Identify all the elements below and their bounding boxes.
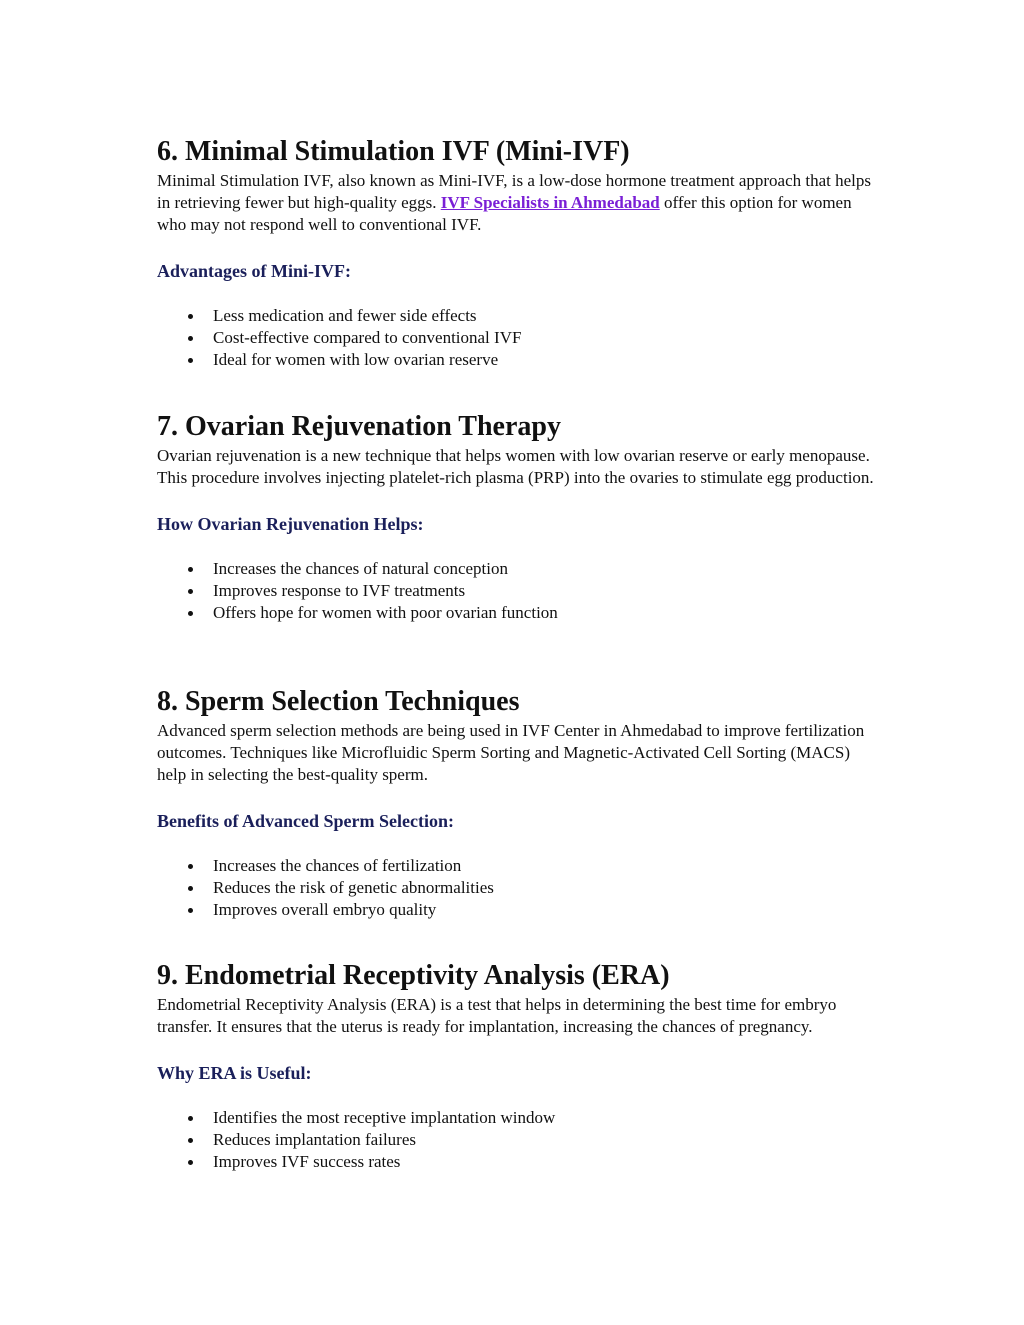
section-subheading: Benefits of Advanced Sperm Selection:: [157, 811, 454, 831]
section-era: [157, 960, 877, 1173]
bullet-list: [157, 305, 877, 371]
section-sperm-selection: [157, 686, 877, 921]
list-item: Reduces implantation failures: [157, 1129, 877, 1151]
section-body: Endometrial Receptivity Analysis (ERA) is a test that helps in determining the best time for embryo transfer. It ensures that the uterus is ready for implantation, increasing the chances of pregnancy.: [157, 995, 837, 1036]
section-heading: 7. Ovarian Rejuvenation Therapy: [157, 411, 561, 442]
list-item: Offers hope for women with poor ovarian function: [157, 602, 877, 624]
bullet-list: [157, 1107, 877, 1173]
list-item: Improves overall embryo quality: [157, 899, 877, 921]
ivf-specialists-link[interactable]: IVF Specialists in Ahmedabad: [440, 193, 660, 212]
list-item: Improves IVF success rates: [157, 1151, 877, 1173]
list-item: Ideal for women with low ovarian reserve: [157, 349, 877, 371]
section-heading: 6. Minimal Stimulation IVF (Mini-IVF): [157, 136, 630, 167]
section-body: [157, 170, 877, 236]
section-ovarian-rejuvenation: [157, 411, 877, 624]
section-subheading: Advantages of Mini-IVF:: [157, 261, 351, 281]
list-item: Identifies the most receptive implantation window: [157, 1107, 877, 1129]
list-item: Improves response to IVF treatments: [157, 580, 877, 602]
list-item: Less medication and fewer side effects: [157, 305, 877, 327]
section-heading: 8. Sperm Selection Techniques: [157, 686, 520, 717]
section-subheading: Why ERA is Useful:: [157, 1063, 312, 1083]
section-heading: 9. Endometrial Receptivity Analysis (ERA): [157, 960, 670, 991]
list-item: Reduces the risk of genetic abnormalities: [157, 877, 877, 899]
list-item: Increases the chances of natural conception: [157, 558, 877, 580]
section-mini-ivf: [157, 136, 877, 371]
bullet-list: [157, 855, 877, 921]
list-item: Cost-effective compared to conventional IVF: [157, 327, 877, 349]
body-text: Minimal Stimulation IVF, also known as Mini-IVF, is a low-dose hormone treatment approach that helps in retrieving fewer but high-quality eggs.: [157, 171, 871, 212]
list-item: Increases the chances of fertilization: [157, 855, 877, 877]
body-text: offer this option for women who may not respond well to conventional IVF.: [157, 193, 852, 234]
bullet-list: [157, 558, 877, 624]
section-subheading: How Ovarian Rejuvenation Helps:: [157, 514, 424, 534]
section-body: Ovarian rejuvenation is a new technique that helps women with low ovarian reserve or early menopause. This procedure involves injecting platelet-rich plasma (PRP) into the ovaries to stimulate egg production.: [157, 446, 874, 487]
section-body: Advanced sperm selection methods are being used in IVF Center in Ahmedabad to improve fertilization outcomes. Techniques like Microfluidic Sperm Sorting and Magnetic-Activated Cell Sorting (MACS) help in selecting the best-quality sperm.: [157, 721, 865, 784]
